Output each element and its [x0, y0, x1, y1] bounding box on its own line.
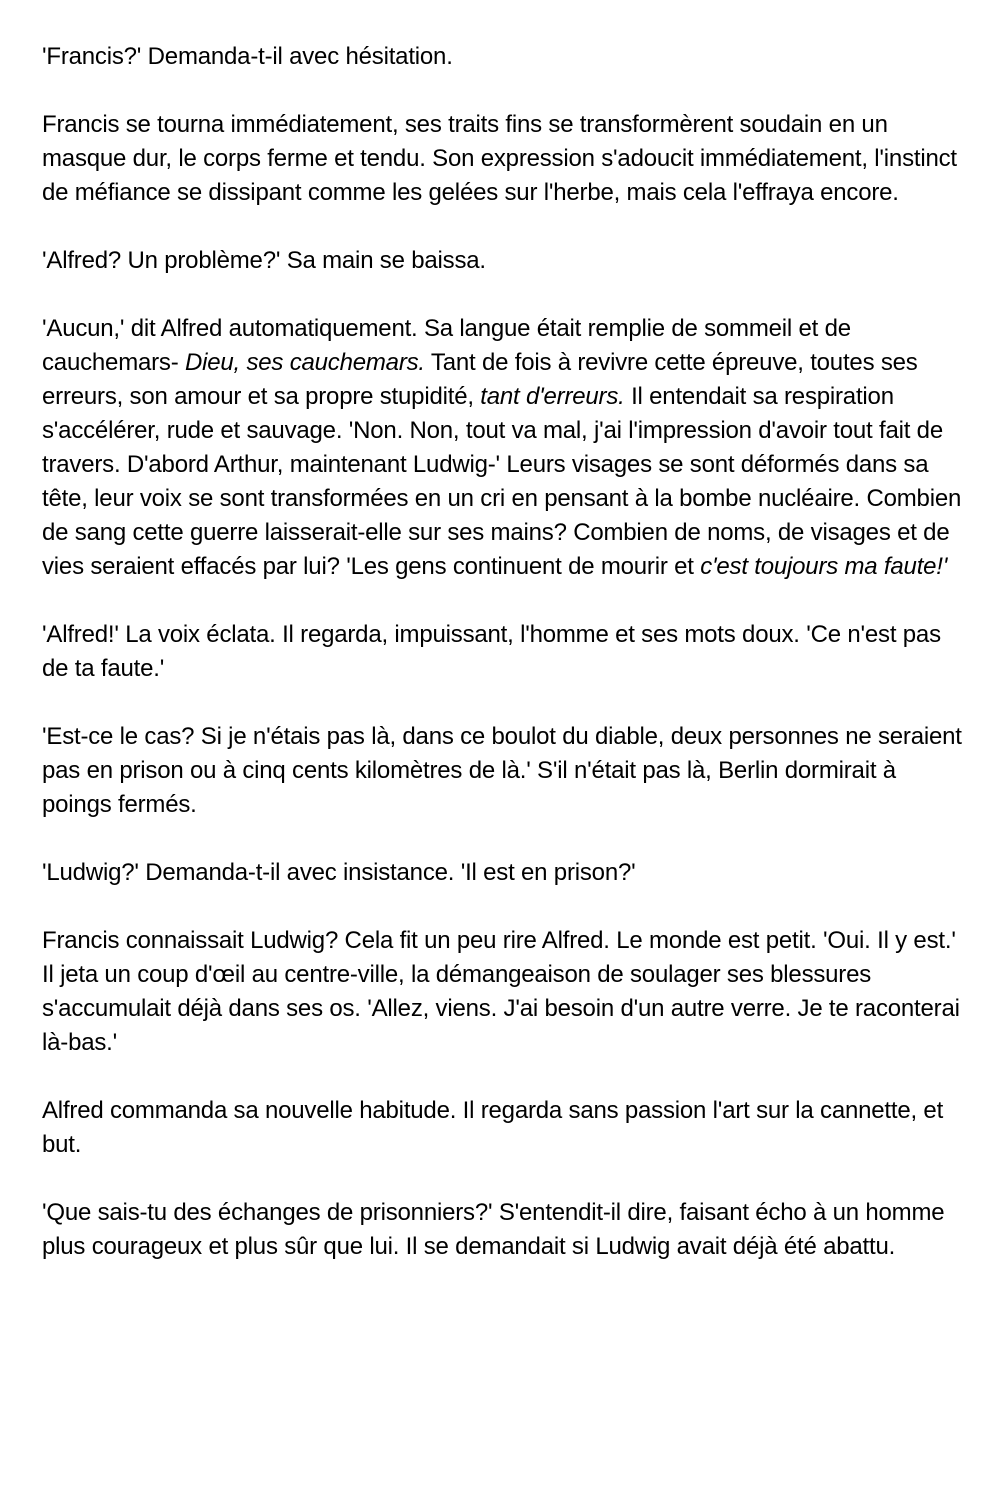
- italic-text-run: c'est toujours ma faute!': [700, 553, 948, 580]
- text-run: 'Aucun,' dit Alfred automatiquement. Sa langue était remplie de sommeil et de cauchemars-: [42, 315, 851, 376]
- text-run: Il entendait sa respiration s'accélérer, rude et sauvage. 'Non. Non, tout va mal, j'ai l'impression d'avoir tout fait de travers. D'abord Arthur, maintenant Ludwig-' Leurs visages se sont déformés dans sa tête, leur voix se sont transformées en un cri en pensant à la bombe nucléaire. Combien de sang cette guerre laisserait-elle sur ses mains? Combien de noms, de visages et de vies seraient effacés par lui? 'Les gens continuent de mourir et: [42, 383, 962, 580]
- paragraph-1: [42, 40, 970, 74]
- text-run: Francis connaissait Ludwig? Cela fit un peu rire Alfred. Le monde est petit. 'Oui. Il y est.' Il jeta un coup d'œil au centre-ville, la démangeaison de soulager ses blessures s'accumulait déjà dans ses os. 'Allez, viens. J'ai besoin d'un autre verre. Je te raconterai là-bas.': [42, 927, 960, 1056]
- italic-text-run: tant d'erreurs.: [480, 383, 625, 410]
- text-run: Tant de fois à revivre cette épreuve, toutes ses erreurs, son amour et sa propre stupidité,: [42, 349, 918, 410]
- paragraph-10: [42, 1196, 970, 1264]
- text-run: 'Alfred? Un problème?' Sa main se baissa.: [42, 247, 486, 274]
- paragraph-4: [42, 312, 970, 584]
- paragraph-7: [42, 856, 970, 890]
- paragraph-8: [42, 924, 970, 1060]
- paragraph-2: [42, 108, 970, 210]
- text-run: 'Francis?' Demanda-t-il avec hésitation.: [42, 43, 453, 70]
- text-run: Alfred commanda sa nouvelle habitude. Il regarda sans passion l'art sur la cannette, et but.: [42, 1097, 944, 1158]
- paragraph-6: [42, 720, 970, 822]
- text-run: 'Ludwig?' Demanda-t-il avec insistance. 'Il est en prison?': [42, 859, 636, 886]
- text-run: 'Que sais-tu des échanges de prisonniers?' S'entendit-il dire, faisant écho à un homme plus courageux et plus sûr que lui. Il se demandait si Ludwig avait déjà été abattu.: [42, 1199, 945, 1260]
- italic-text-run: Dieu, ses cauchemars.: [184, 349, 425, 376]
- text-run: 'Est-ce le cas? Si je n'étais pas là, dans ce boulot du diable, deux personnes ne seraient pas en prison ou à cinq cents kilomètres de là.' S'il n'était pas là, Berlin dormirait à poings fermés.: [42, 723, 962, 818]
- paragraph-9: [42, 1094, 970, 1162]
- text-run: Francis se tourna immédiatement, ses traits fins se transformèrent soudain en un masque dur, le corps ferme et tendu. Son expression s'adoucit immédiatement, l'instinct de méfiance se dissipant comme les gelées sur l'herbe, mais cela l'effraya encore.: [42, 111, 957, 206]
- paragraph-5: [42, 618, 970, 686]
- text-run: 'Alfred!' La voix éclata. Il regarda, impuissant, l'homme et ses mots doux. 'Ce n'est pas de ta faute.': [42, 621, 941, 682]
- paragraph-3: [42, 244, 970, 278]
